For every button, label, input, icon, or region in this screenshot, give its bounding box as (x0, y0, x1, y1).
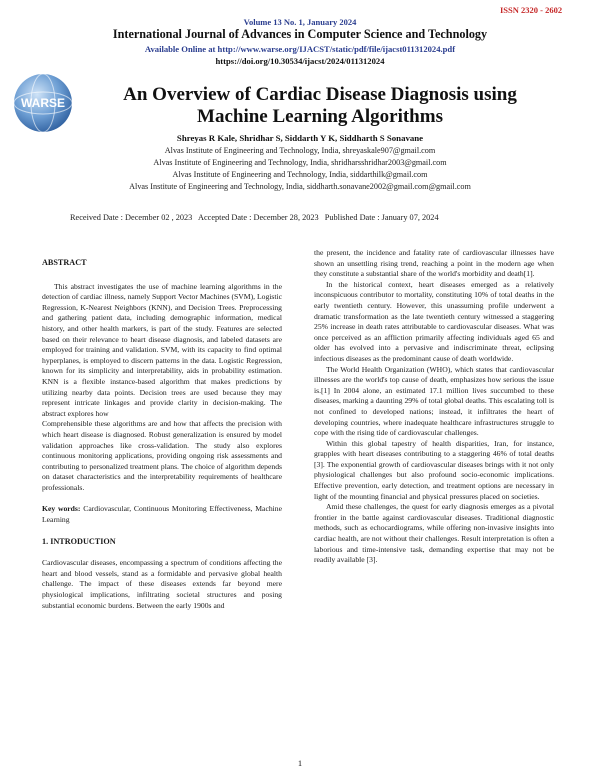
received-date: Received Date : December 02 , 2023 (70, 213, 193, 222)
intro-heading: 1. INTRODUCTION (42, 536, 116, 546)
paper-title (90, 84, 550, 128)
online-link[interactable]: Available Online at http://www.warse.org/IJACST/static/pdf/file/ijacst011312024.pdf (144, 44, 456, 54)
affiliation-3: Alvas Institute of Engineering and Technology, India, siddarthilk@gmail.com (172, 170, 428, 179)
abstract-heading: ABSTRACT (42, 258, 87, 267)
affiliation-4: Alvas Institute of Engineering and Technology, India, siddharth.sonavane2002@gmail.com@gmail.com (129, 182, 471, 191)
keywords (42, 504, 282, 525)
accepted-date: Accepted Date : December 28, 2023 (197, 213, 319, 222)
keywords-text: Cardiovascular, Continuous Monitoring Effectiveness, Machine Learning (42, 504, 282, 525)
right-column (314, 248, 554, 566)
logo-text: WARSE (20, 96, 66, 110)
page-number: 1 (297, 758, 303, 768)
journal-title: International Journal of Advances in Computer Science and Technology (112, 27, 488, 41)
authors: Shreyas R Kale, Shridhar S, Siddarth Y K, Siddharth S Sonavane (176, 133, 424, 143)
abstract-text-2: Comprehensible these algorithms are and how that affects the precision with which heart disease is diagnosed. Robust generalization is ensured by model validation approaches like cross-validation. The study also explores continuous monitoring applications, providing ongoing risk assessments and contributing to personalized treatment plans. The choice of algorithm depends on dataset characteristics and the interpretability requirements of healthcare professionals. (42, 419, 282, 492)
dates (70, 213, 443, 222)
intro-paragraph: Cardiovascular diseases, encompassing a spectrum of conditions affecting the heart and blood vessels, stand as a formidable and pervasive global health challenge. The impact of these diseases extends far beyond mere physiological implications, infiltrating societal structures and posing substantial economic burdens. Between the early 1900s and (42, 558, 282, 610)
title-line-1: An Overview of Cardiac Disease Diagnosis using (123, 84, 517, 105)
affiliation-2: Alvas Institute of Engineering and Technology, India, shridharsshridhar2003@gmail.com (153, 158, 447, 167)
warse-logo (12, 72, 74, 134)
keywords-label: Key words: (42, 504, 81, 514)
volume-info: Volume 13 No. 1, January 2024 (243, 17, 357, 27)
published-date: Published Date : January 07, 2024 (324, 213, 439, 222)
right-paragraph-2: In the historical context, heart diseases emerged as a relatively inconspicuous contributor to mortality, constituting 10% of total deaths in the early twentieth century. However, this unassuming profile underwent a dramatic transformation as the late twentieth century witnessed a staggering 25% increase in death rates attributable to cardiovascular diseases. What was once perceived as an affliction primarily affecting individuals aged 65 and older has evolved into a pervasive and indiscriminate threat, eclipsing infectious diseases as the predominant cause of death worldwide. (314, 279, 554, 363)
right-paragraph-1: the present, the incidence and fatality rate of cardiovascular illnesses have shown an unsettling rising trend, reaching a point in the modern age when they constitute a substantial share of the world's morbidity and death[1]. (314, 248, 554, 279)
title-line-2: Machine Learning Algorithms (197, 106, 443, 127)
issn: ISSN 2320 - 2602 (500, 5, 563, 15)
right-paragraph-4: Within this global tapestry of health disparities, Iran, for instance, grapples with heart diseases contributing to a staggering 46% of total deaths [3]. The exponential growth of cardiovascular diseases brings with it not only physiological challenges but also profound socio-economic implications. Effective prevention, early detection, and treatment options are necessary in light of the mounting financial and physical pressures placed on societies. (314, 438, 554, 501)
right-paragraph-5: Amid these challenges, the quest for early diagnosis emerges as a pivotal frontier in the battle against cardiovascular diseases. Traditional diagnostic methods, such as echocardiograms, while offering non-invasive insights into cardiac health, are not without their challenges. Result interpretation is often a laborious and time-intensive task, demanding expertise that may not be readily available [3]. (314, 502, 554, 565)
abstract-text: This abstract investigates the use of machine learning algorithms in the detection of cardiac illness, namely Support Vector Machines (SVM), Logistic Regression, K-Nearest Neighbors (KNN), and Decision Trees. Preprocessing and gathering patient data, including demographic information, medical history, and other health markers, is part of the study. Features are selected based on their relevance to heart disease diagnosis, and labeled datasets are employed for training and validation. SVM, with its capacity to find optimal hyperplanes, is employed to discern patterns in the data. Logistic Regression, known for its simplicity and interpretability, aids in probability estimation. KNN is a flexible instance-based algorithm that makes predictions by utilizing nearby data points. Decision trees are used because they may represent intricate linkages and provide clarity in decision-making. The abstract explores how (42, 281, 282, 418)
doi-link[interactable]: https://doi.org/10.30534/ijacst/2024/011312024 (215, 56, 385, 66)
left-column (42, 258, 282, 611)
affiliation-1: Alvas Institute of Engineering and Technology, India, shreyaskale907@gmail.com (164, 146, 436, 155)
right-paragraph-3: The World Health Organization (WHO), which states that cardiovascular illnesses are the world's top cause of death, emphasizes how serious the issue is.[1] In 2004 alone, an estimated 17.1 million lives succumbed to these diseases, marking a daunting 29% of total global deaths. This escalating toll is not confined to developed nations; instead, it infiltrates the heart of developing countries, where inadequate healthcare infrastructures struggle to cope with the rising tide of cardiovascular challenges. (314, 364, 554, 438)
